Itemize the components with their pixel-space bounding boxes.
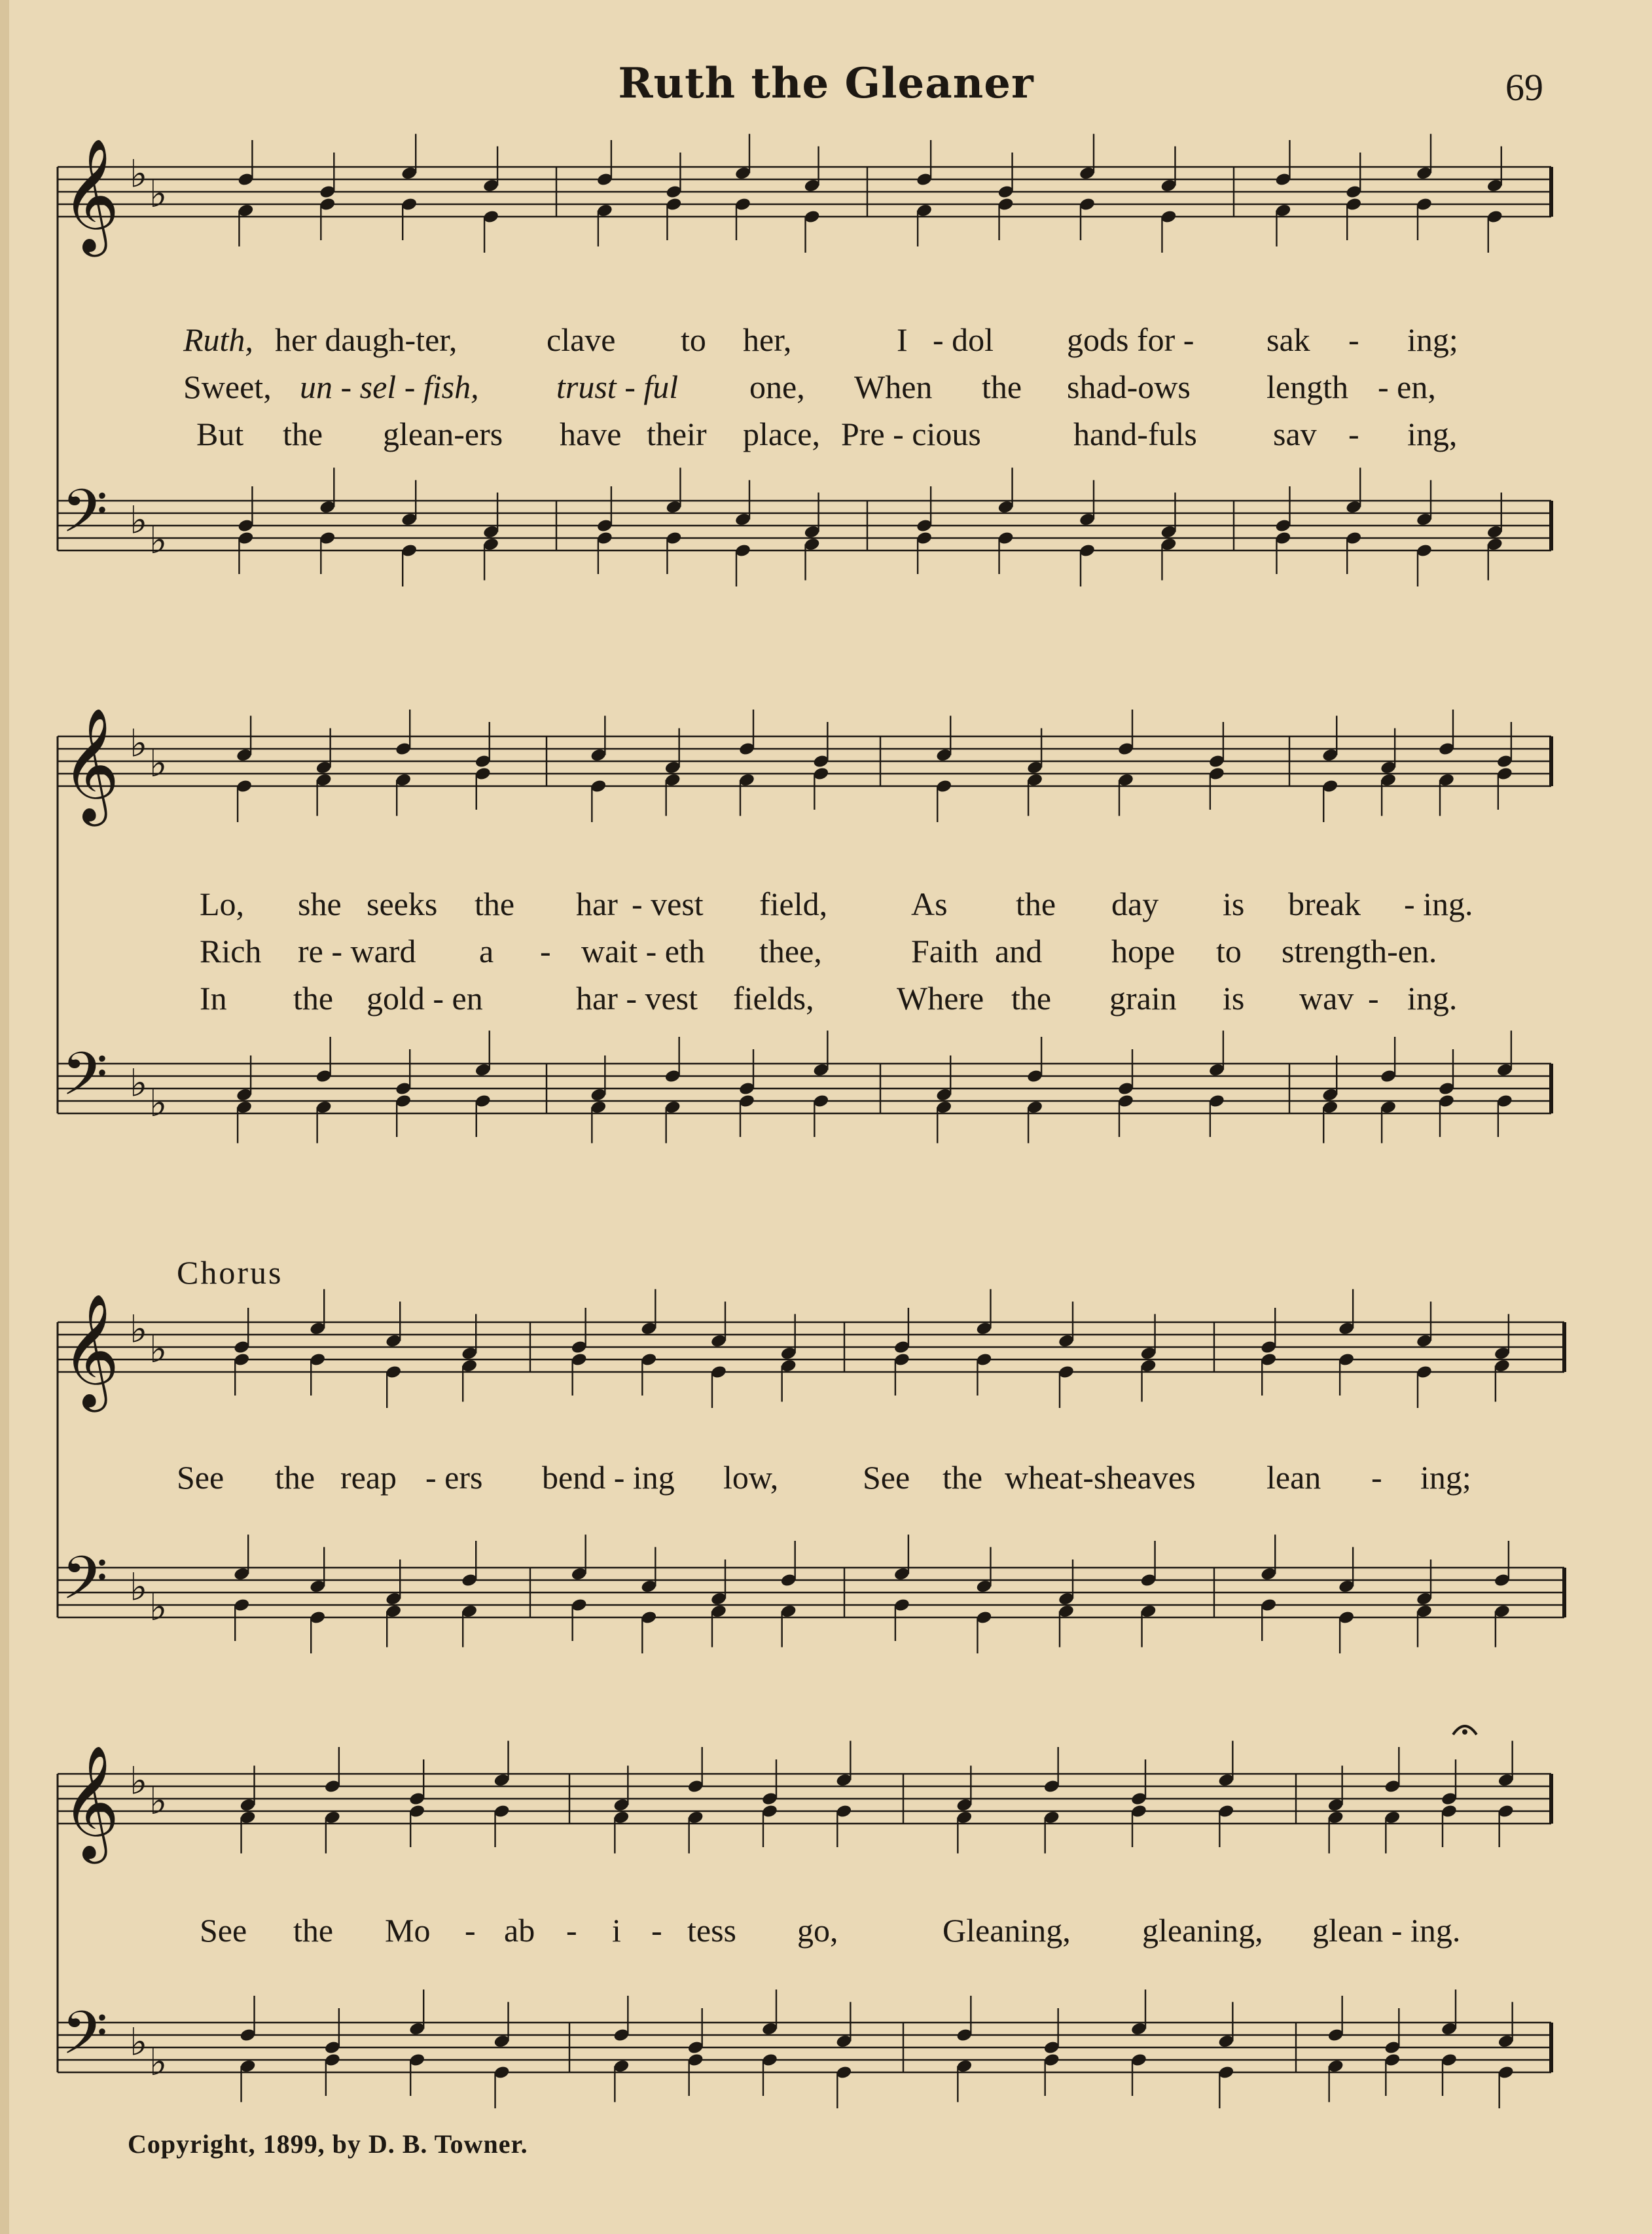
lyric: gold - en bbox=[367, 980, 483, 1017]
lyric: When bbox=[854, 369, 933, 405]
lyric: fields, bbox=[733, 980, 814, 1017]
lyric: is bbox=[1223, 980, 1245, 1017]
system-1-verse-1 bbox=[0, 321, 1652, 367]
lyric: clave bbox=[547, 321, 616, 358]
lyric: See bbox=[863, 1459, 910, 1496]
chorus-label: Chorus bbox=[177, 1254, 283, 1291]
lyric: hope bbox=[1111, 933, 1176, 969]
copyright-notice: Copyright, 1899, by D. B. Towner. bbox=[128, 2129, 528, 2159]
lyric: sav bbox=[1273, 416, 1317, 452]
lyric: - bbox=[1348, 321, 1359, 358]
lyric: day bbox=[1111, 886, 1159, 922]
flat-sign-icon: ♭ bbox=[149, 1080, 168, 1125]
lyric: ing; bbox=[1420, 1459, 1471, 1496]
lyric: sak bbox=[1266, 321, 1310, 358]
lyric: Mo bbox=[385, 1912, 431, 1949]
flat-sign-icon: ♭ bbox=[130, 1564, 148, 1610]
treble-clef-icon: 𝄞 bbox=[62, 708, 120, 821]
treble-clef-icon: 𝄞 bbox=[62, 138, 120, 252]
lyric: In bbox=[200, 980, 227, 1017]
page-title: Ruth the Gleaner bbox=[618, 59, 1034, 108]
lyric: the bbox=[293, 1912, 334, 1949]
system-2-verse-2 bbox=[0, 932, 1652, 978]
flat-sign-icon: ♭ bbox=[130, 497, 148, 543]
lyric: Ruth, bbox=[183, 321, 253, 358]
lyric: reap bbox=[340, 1459, 397, 1496]
flat-sign-icon: ♭ bbox=[149, 171, 168, 216]
lyric: - ers bbox=[425, 1459, 483, 1496]
lyric: re - ward bbox=[298, 933, 416, 969]
lyric: un - sel - fish, bbox=[300, 369, 479, 405]
flat-sign-icon: ♭ bbox=[149, 740, 168, 785]
flat-sign-icon: ♭ bbox=[149, 517, 168, 562]
system-4-chorus-line bbox=[0, 1911, 1652, 1957]
lyric: - bbox=[651, 1912, 662, 1949]
bass-clef-icon: 𝄢 bbox=[62, 1039, 108, 1123]
lyric: her daugh-ter, bbox=[275, 321, 458, 358]
flat-sign-icon: ♭ bbox=[130, 1758, 148, 1803]
lyric: trust - ful bbox=[556, 369, 679, 405]
lyric: bend - ing bbox=[542, 1459, 675, 1496]
lyric: - bbox=[1368, 980, 1379, 1017]
bass-clef-icon: 𝄢 bbox=[62, 1998, 108, 2082]
bass-clef-icon: 𝄢 bbox=[62, 1543, 108, 1627]
lyric: seeks bbox=[367, 886, 438, 922]
system-1-verse-3 bbox=[0, 415, 1652, 461]
lyric: Lo, bbox=[200, 886, 245, 922]
lyric: glean-ers bbox=[383, 416, 503, 452]
lyric: Faith bbox=[911, 933, 979, 969]
lyric: to bbox=[1216, 933, 1242, 969]
lyric: glean - ing. bbox=[1312, 1912, 1461, 1949]
lyric: the bbox=[943, 1459, 983, 1496]
bass-clef-icon: 𝄢 bbox=[62, 477, 108, 560]
lyric: See bbox=[200, 1912, 247, 1949]
lyric: shad-ows bbox=[1067, 369, 1191, 405]
flat-sign-icon: ♭ bbox=[130, 151, 148, 196]
lyric: gods for - bbox=[1067, 321, 1194, 358]
lyric: is bbox=[1223, 886, 1245, 922]
lyric: ing. bbox=[1407, 980, 1458, 1017]
lyric: the bbox=[1016, 886, 1056, 922]
lyric: she bbox=[298, 886, 342, 922]
lyric: ing, bbox=[1407, 416, 1458, 452]
system-1-verse-2 bbox=[0, 368, 1652, 414]
lyric: field, bbox=[759, 886, 828, 922]
lyric: But bbox=[196, 416, 244, 452]
lyric: the bbox=[293, 980, 334, 1017]
lyric: wheat-sheaves bbox=[1005, 1459, 1196, 1496]
lyric: gleaning, bbox=[1142, 1912, 1263, 1949]
lyric: low, bbox=[723, 1459, 779, 1496]
lyric: the bbox=[275, 1459, 315, 1496]
flat-sign-icon: ♭ bbox=[130, 1060, 148, 1106]
lyric: I bbox=[897, 321, 908, 358]
lyric: - bbox=[1371, 1459, 1382, 1496]
system-2-verse-3 bbox=[0, 979, 1652, 1025]
lyric: a bbox=[479, 933, 494, 969]
lyric: go, bbox=[797, 1912, 838, 1949]
lyric: - ing. bbox=[1404, 886, 1473, 922]
lyric: tess bbox=[687, 1912, 736, 1949]
lyric: As bbox=[911, 886, 948, 922]
lyric: break bbox=[1288, 886, 1361, 922]
lyric: - bbox=[566, 1912, 577, 1949]
lyric: Pre - cious bbox=[841, 416, 981, 452]
lyric: the bbox=[283, 416, 323, 452]
lyric: har - vest bbox=[576, 980, 698, 1017]
lyric: - dol bbox=[933, 321, 994, 358]
lyric: wait - eth bbox=[581, 933, 705, 969]
lyric: - en, bbox=[1378, 369, 1436, 405]
lyric: Sweet, bbox=[183, 369, 272, 405]
lyric: the bbox=[475, 886, 515, 922]
flat-sign-icon: ♭ bbox=[130, 721, 148, 766]
lyric: thee, bbox=[759, 933, 822, 969]
fermata-dot bbox=[1462, 1729, 1467, 1735]
lyric: Rich bbox=[200, 933, 262, 969]
lyric: grain bbox=[1109, 980, 1177, 1017]
lyric: have bbox=[560, 416, 622, 452]
lyric: - vest bbox=[632, 886, 704, 922]
lyric: i bbox=[612, 1912, 621, 1949]
system-3-chorus-line bbox=[0, 1458, 1652, 1504]
lyric: ab bbox=[504, 1912, 535, 1949]
flat-sign-icon: ♭ bbox=[149, 1778, 168, 1823]
treble-clef-icon: 𝄞 bbox=[62, 1293, 120, 1407]
lyric: Where bbox=[897, 980, 984, 1017]
lyric: their bbox=[647, 416, 707, 452]
lyric: ing; bbox=[1407, 321, 1458, 358]
lyric: strength-en. bbox=[1282, 933, 1437, 969]
lyric: See bbox=[177, 1459, 224, 1496]
lyric: - bbox=[465, 1912, 476, 1949]
lyric: hand-fuls bbox=[1073, 416, 1197, 452]
lyric: - bbox=[540, 933, 551, 969]
lyric: the bbox=[1011, 980, 1052, 1017]
lyric: length bbox=[1266, 369, 1348, 405]
lyric: her, bbox=[743, 321, 792, 358]
flat-sign-icon: ♭ bbox=[149, 1326, 168, 1371]
lyric: and bbox=[995, 933, 1043, 969]
lyric: lean bbox=[1266, 1459, 1321, 1496]
lyric: place, bbox=[743, 416, 820, 452]
lyric: the bbox=[982, 369, 1022, 405]
flat-sign-icon: ♭ bbox=[149, 2039, 168, 2084]
lyric: Gleaning, bbox=[943, 1912, 1071, 1949]
flat-sign-icon: ♭ bbox=[149, 1584, 168, 1629]
lyric: har bbox=[576, 886, 618, 922]
lyric: - bbox=[1348, 416, 1359, 452]
lyric: one, bbox=[749, 369, 805, 405]
flat-sign-icon: ♭ bbox=[130, 2019, 148, 2064]
page-number: 69 bbox=[1505, 66, 1543, 109]
treble-clef-icon: 𝄞 bbox=[62, 1745, 120, 1859]
lyric: to bbox=[681, 321, 706, 358]
flat-sign-icon: ♭ bbox=[130, 1306, 148, 1352]
lyric: wav bbox=[1299, 980, 1354, 1017]
system-2-verse-1 bbox=[0, 885, 1652, 931]
